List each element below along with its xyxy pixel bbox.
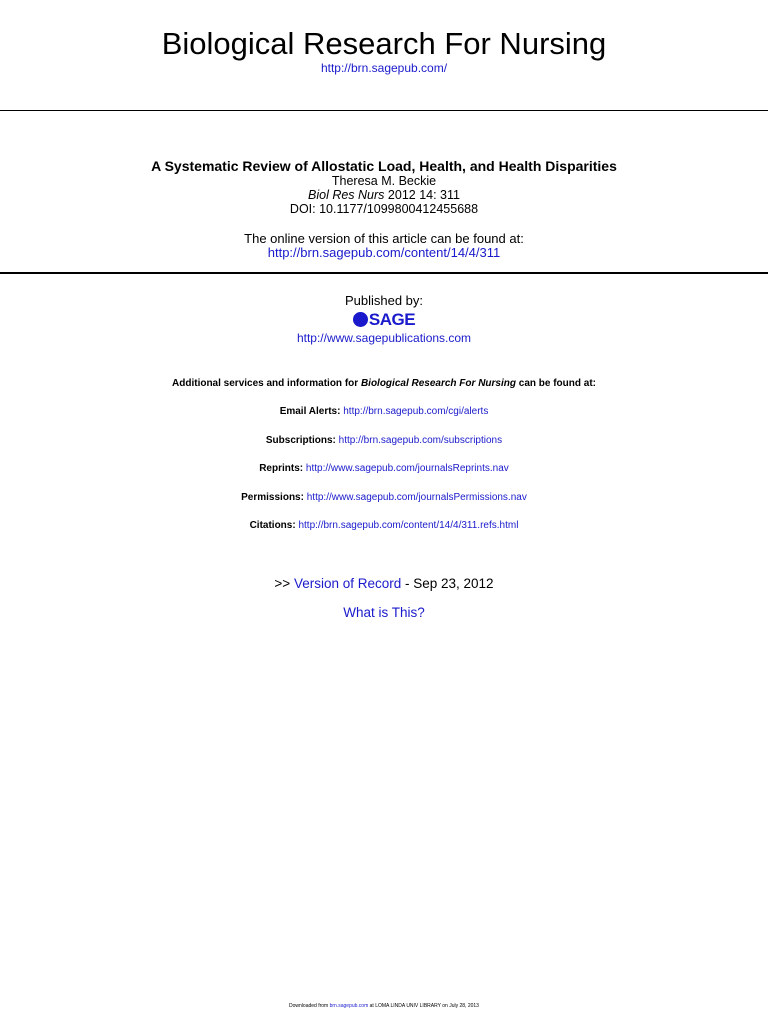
journal-url-link[interactable]: http://brn.sagepub.com/ xyxy=(320,61,448,75)
citation-journal: Biol Res Nurs xyxy=(308,188,385,202)
download-footer xyxy=(0,1003,768,1009)
service-label: Permissions: xyxy=(241,492,304,503)
service-label: Email Alerts: xyxy=(279,406,341,417)
service-label: Subscriptions: xyxy=(265,435,336,446)
service-row-citations xyxy=(0,520,768,532)
online-version-link[interactable]: http://brn.sagepub.com/content/14/4/311 xyxy=(267,245,501,260)
sage-logo[interactable] xyxy=(0,308,768,330)
footer-after: at LOMA LINDA UNIV LIBRARY on July 28, 2013 xyxy=(368,1003,479,1009)
what-is-this-line xyxy=(0,605,768,621)
online-version-line xyxy=(0,245,768,260)
service-row-permissions xyxy=(0,492,768,504)
footer-before: Downloaded from xyxy=(289,1003,330,1009)
service-row-subscriptions xyxy=(0,435,768,447)
footer-link[interactable]: brn.sagepub.com xyxy=(329,1003,369,1009)
sage-logo-text: SAGE xyxy=(368,309,416,329)
journal-url-line xyxy=(0,61,768,75)
top-divider xyxy=(0,110,768,111)
service-label: Reprints: xyxy=(259,463,304,474)
service-link-reprints[interactable]: http://www.sagepub.com/journalsReprints.nav xyxy=(305,463,509,474)
article-author: Theresa M. Beckie xyxy=(331,174,437,188)
services-intro-journal: Biological Research For Nursing xyxy=(360,378,516,389)
citation-volume: 2012 14: 311 xyxy=(384,188,460,202)
publisher-url-link[interactable]: http://www.sagepublications.com xyxy=(296,331,472,345)
article-citation xyxy=(0,188,768,203)
article-title: A Systematic Review of Allostatic Load, Health, and Health Disparities xyxy=(151,158,617,174)
version-of-record-line xyxy=(0,576,768,592)
journal-title: Biological Research For Nursing xyxy=(161,26,607,61)
service-link-citations[interactable]: http://brn.sagepub.com/content/14/4/311.refs.html xyxy=(298,520,519,531)
services-intro xyxy=(0,378,768,390)
middle-divider xyxy=(0,272,768,274)
what-is-this-link[interactable]: What is This? xyxy=(343,605,425,620)
version-of-record-link[interactable]: Version of Record xyxy=(293,576,402,591)
service-row-email-alerts xyxy=(0,406,768,418)
publisher-url-line xyxy=(0,331,768,345)
service-link-permissions[interactable]: http://www.sagepub.com/journalsPermissions.nav xyxy=(306,492,527,503)
article-doi: DOI: 10.1177/1099800412455688 xyxy=(289,202,479,216)
published-by-label: Published by: xyxy=(344,293,424,308)
service-label: Citations: xyxy=(249,520,296,531)
service-link-email-alerts[interactable]: http://brn.sagepub.com/cgi/alerts xyxy=(343,406,489,417)
services-intro-before: Additional services and information for xyxy=(172,378,361,389)
online-version-label: The online version of this article can be found at: xyxy=(244,231,524,246)
version-date: - Sep 23, 2012 xyxy=(401,576,494,591)
service-row-reprints xyxy=(0,463,768,475)
services-intro-after: can be found at: xyxy=(515,378,596,389)
sage-logo-icon: S xyxy=(353,312,368,327)
version-prefix: >> xyxy=(274,576,294,591)
service-link-subscriptions[interactable]: http://brn.sagepub.com/subscriptions xyxy=(338,435,503,446)
